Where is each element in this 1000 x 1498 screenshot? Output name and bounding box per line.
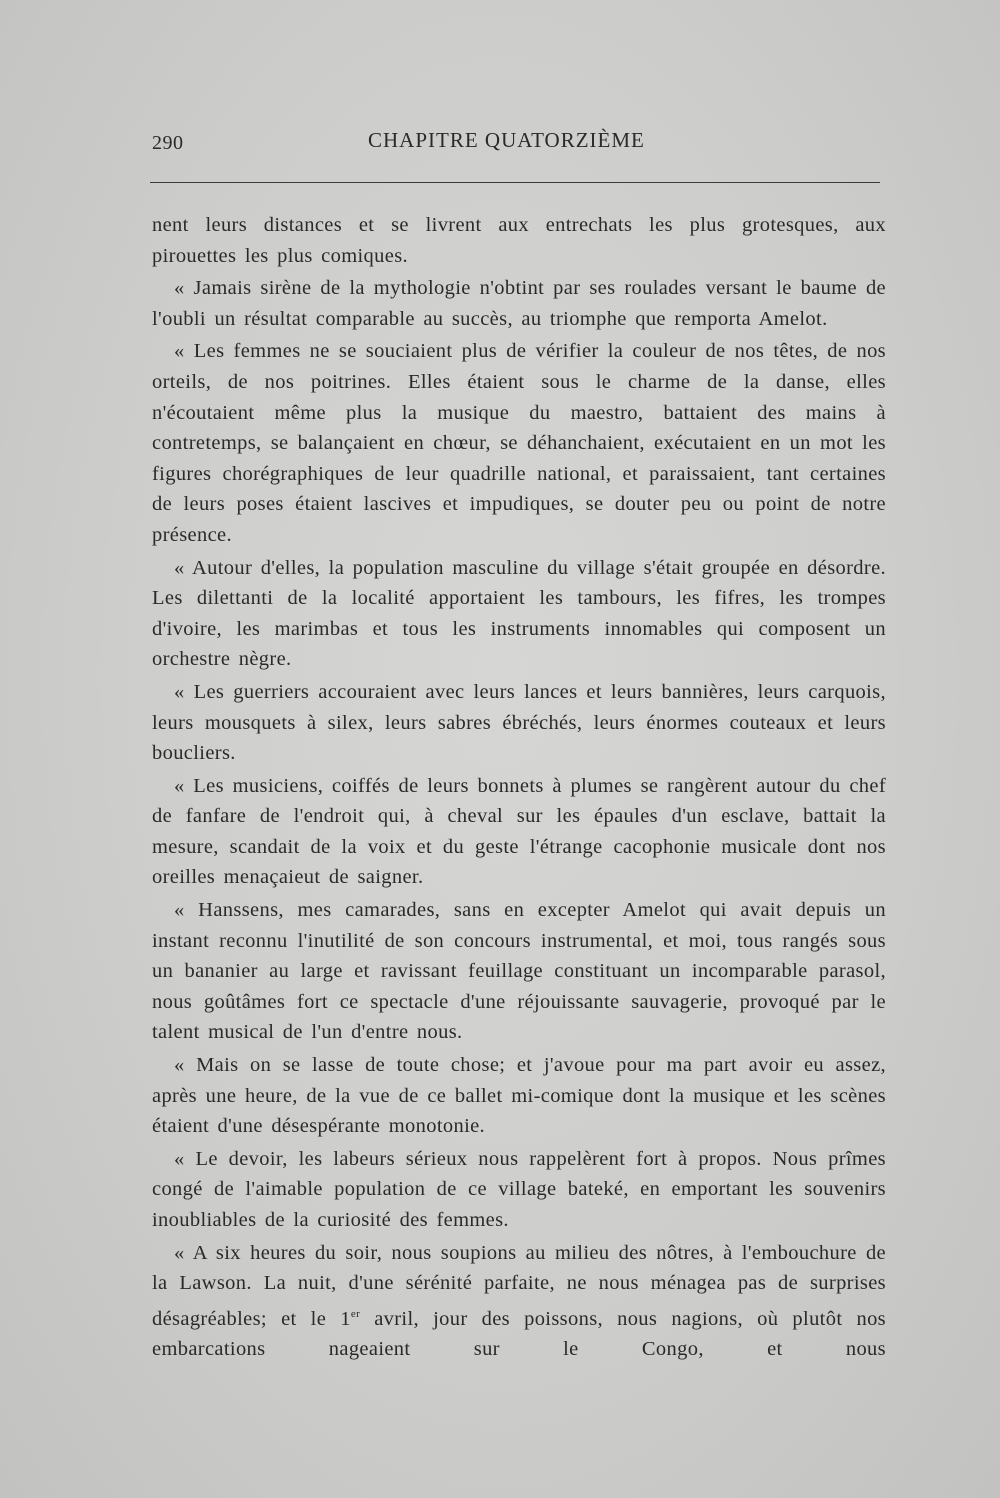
paragraph: « Mais on se lasse de toute chose; et j'avoue pour ma part avoir eu assez, après une heure, de la vue de ce ballet mi-comique dont la musique et les scènes étaient d'une désespérante monotonie. [152,1054,886,1138]
paragraph: « Les guerriers accouraient avec leurs lances et leurs bannières, leurs carquois, leurs mousquets à silex, leurs sabres ébréchés, leurs énormes couteaux et leurs boucliers. [152,680,886,765]
paragraph: « Hanssens, mes camarades, sans en excepter Amelot qui avait depuis un instant reconnu l'inutilité de son concours instrumental, et moi, tous rangés sous un bananier au large et ravissant feuillage constituant un incomparable parasol, nous goûtâmes fort ce spectacle d'une réjouissante sauvagerie, provoqué par le talent musical de l'un d'entre nous. [152,899,886,1044]
paragraph-text: « A six heures du soir, nous soupions au milieu des nôtres, à l'embouchure de la Lawson. La nuit, d'une sérénité parfaite, ne nous ménagea pas de surprises désagréables; et le 1 [152,1241,886,1330]
page-number: 290 [152,132,184,154]
body-text [152,210,886,1365]
paragraph: « Les musiciens, coiffés de leurs bonnets à plumes se rangèrent autour du chef de fanfare de l'endroit qui, à cheval sur les épaules d'un esclave, battait la mesure, scandait de la voix et du geste l'étrange cacophonie musicale dont nos oreilles menaçaieut de saigner. [152,774,886,889]
header-rule [150,182,880,183]
paragraph: « Autour d'elles, la population masculine du village s'était groupée en désordre. Les dilettanti de la localité apportaient les tambours, les fifres, les trompes d'ivoire, les marimbas et tous les instruments innomables qui composent un orchestre nègre. [152,556,886,671]
running-title: CHAPITRE QUATORZIÈME [368,128,645,152]
paragraph-continuation: nent leurs distances et se livrent aux entrechats les plus grotesques, aux pirouettes les plus comiques. [152,214,886,267]
superscript: er [350,1307,361,1320]
paragraph: « Jamais sirène de la mythologie n'obtint par ses roulades versant le baume de l'oubli un résultat comparable au succès, au triomphe que remporta Amelot. [152,277,886,330]
paragraph-text: avril, jour des poissons, nous nagions, où plutôt nos embarcations nageaient sur le Congo, et nous [152,1307,886,1361]
paragraph: « Le devoir, les labeurs sérieux nous rappelèrent fort à propos. Nous prîmes congé de l'aimable population de ce village bateké, en emportant les souvenirs inoubliables de la curiosité des femmes. [152,1147,886,1231]
paragraph: « Les femmes ne se souciaient plus de vérifier la couleur de nos têtes, de nos orteils, de nos poitrines. Elles étaient sous le charme de la danse, elles n'écoutaient même plus la musique du maestro, battaient des mains à contretemps, se balançaient en chœur, se déhanchaient, exécutaient en un mot les figures chorégraphiques de leur quadrille national, et paraissaient, tant certaines de leurs poses étaient lascives et impudiques, se douter peu ou point de notre présence. [152,340,886,546]
paragraph-last [152,1238,886,1365]
page-header [152,128,882,160]
